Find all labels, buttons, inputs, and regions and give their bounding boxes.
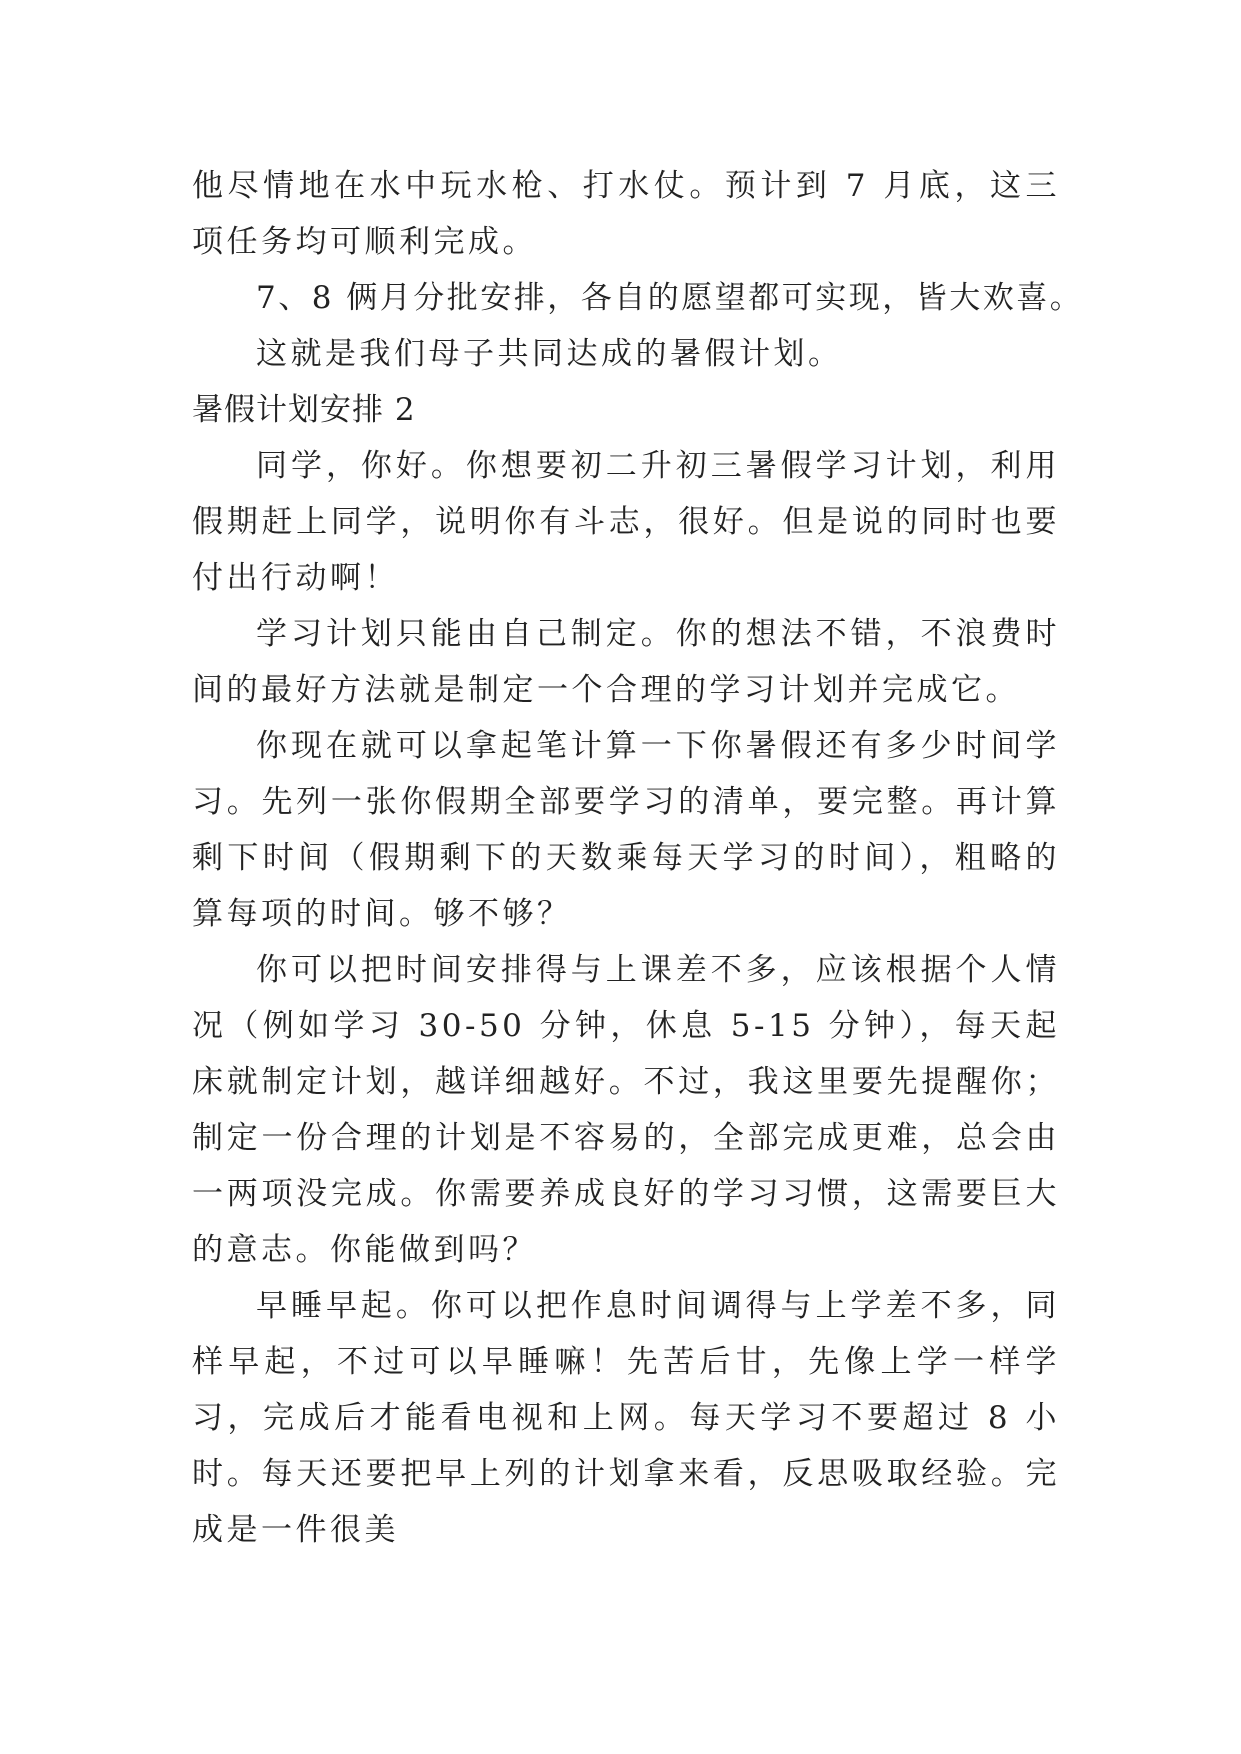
document-body — [192, 158, 1084, 1558]
paragraph-continuation: 他尽情地在水中玩水枪、打水仗。预计到 7 月底，这三项任务均可顺利完成。 — [192, 168, 1060, 260]
paragraph: 学习计划只能由自己制定。你的想法不错，不浪费时间的最好方法就是制定一个合理的学习计划并完成它。 — [192, 616, 1060, 708]
paragraph: 同学，你好。你想要初二升初三暑假学习计划，利用假期赶上同学，说明你有斗志，很好。但是说的同时也要付出行动啊！ — [192, 448, 1060, 596]
paragraph: 这就是我们母子共同达成的暑假计划。 — [256, 336, 843, 372]
section-heading: 暑假计划安排 2 — [192, 392, 416, 428]
paragraph: 你可以把时间安排得与上课差不多，应该根据个人情况（例如学习 30-50 分钟，休息 5-15 分钟），每天起床就制定计划，越详细越好。不过，我这里要先提醒你；制定一份合理的计划是不容易的，全部完成更难，总会由一两项没完成。你需要养成良好的学习习惯，这需要巨大的意志。你能做到吗？ — [192, 952, 1060, 1268]
paragraph: 你现在就可以拿起笔计算一下你暑假还有多少时间学习。先列一张你假期全部要学习的清单，要完整。再计算剩下时间（假期剩下的天数乘每天学习的时间），粗略的算每项的时间。够不够？ — [192, 728, 1060, 932]
paragraph: 7、8 俩月分批安排，各自的愿望都可实现，皆大欢喜。 — [256, 280, 1084, 316]
paragraph: 早睡早起。你可以把作息时间调得与上学差不多，同样早起，不过可以早睡嘛！先苦后甘，先像上学一样学习，完成后才能看电视和上网。每天学习不要超过 8 小时。每天还要把早上列的计划拿来看，反思吸取经验。完成是一件很美 — [192, 1288, 1060, 1548]
